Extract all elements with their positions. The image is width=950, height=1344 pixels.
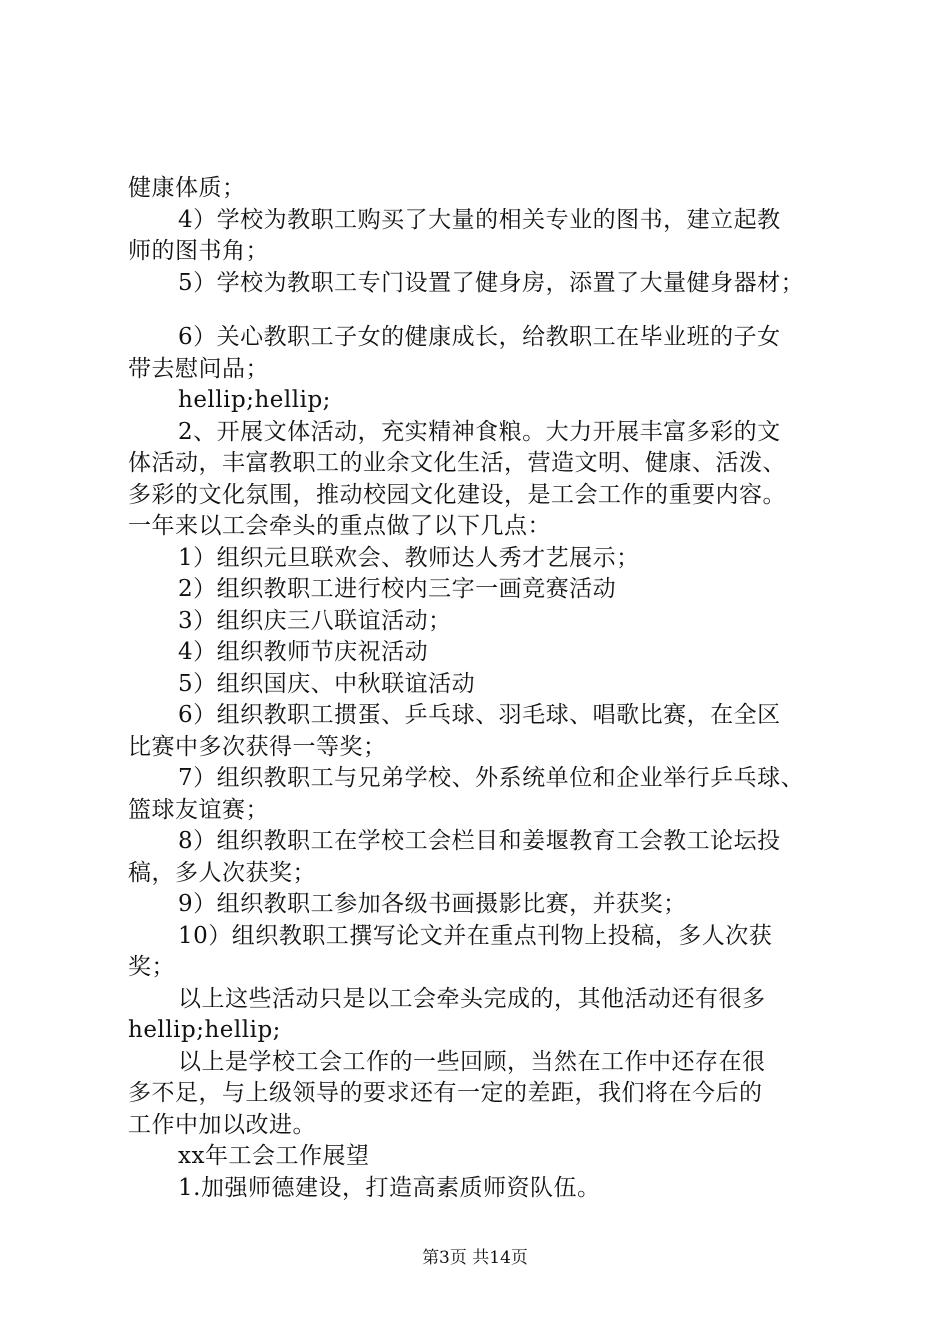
text-line: 稿，多人次获奖； bbox=[128, 859, 316, 886]
text-line: 5）学校为教职工专门设置了健身房，添置了大量健身器材； bbox=[178, 269, 805, 296]
text-line: 3）组织庆三八联谊活动； bbox=[178, 607, 452, 634]
text-line: 7）组织教职工与兄弟学校、外系统单位和企业举行乒乓球、 bbox=[178, 765, 805, 791]
text-line: 1）组织元旦联欢会、教师达人秀才艺展示； bbox=[178, 544, 640, 571]
text-line: 以上是学校工会工作的一些回顾，当然在工作中还存在很 bbox=[178, 1048, 766, 1075]
text-line: 工作中加以改进。 bbox=[128, 1111, 316, 1138]
text-line: hellip;hellip; bbox=[178, 387, 331, 413]
text-line: 2）组织教职工进行校内三字一画竞赛活动 bbox=[178, 576, 617, 602]
text-line: 一年来以工会牵头的重点做了以下几点： bbox=[128, 513, 551, 539]
text-line: 师的图书角； bbox=[128, 238, 269, 264]
page-footer: 第3页 共14页 bbox=[422, 1248, 528, 1268]
text-line: 6）组织教职工掼蛋、乒乓球、羽毛球、唱歌比赛，在全区 bbox=[178, 702, 781, 728]
text-line: 9）组织教职工参加各级书画摄影比赛，并获奖； bbox=[178, 891, 687, 917]
paragraph-gap bbox=[128, 299, 838, 322]
text-line: 体活动，丰富教职工的业余文化生活，营造文明、健康、活泼、 bbox=[128, 450, 786, 476]
document-body bbox=[128, 173, 838, 1204]
text-line: 8）组织教职工在学校工会栏目和姜堰教育工会教工论坛投 bbox=[178, 828, 781, 854]
text-line: 1.加强师德建设，打造高素质师资队伍。 bbox=[178, 1174, 601, 1201]
text-line: 4）学校为教职工购买了大量的相关专业的图书，建立起教 bbox=[178, 206, 781, 233]
text-line: xx年工会工作展望 bbox=[178, 1143, 370, 1169]
text-line: hellip;hellip; bbox=[128, 1017, 281, 1043]
text-line: 6）关心教职工子女的健康成长，给教职工在毕业班的子女 bbox=[178, 324, 781, 350]
text-line: 10）组织教职工撰写论文并在重点刊物上投稿，多人次获 bbox=[178, 922, 773, 949]
text-line: 篮球友谊赛； bbox=[128, 796, 269, 823]
text-line: 2、开展文体活动，充实精神食粮。大力开展丰富多彩的文 bbox=[178, 418, 781, 445]
text-line: 多彩的文化氛围，推动校园文化建设，是工会工作的重要内容。 bbox=[128, 481, 786, 508]
text-line: 带去慰问品； bbox=[128, 355, 269, 382]
text-line: 以上这些活动只是以工会牵头完成的，其他活动还有很多 bbox=[178, 985, 766, 1012]
text-line: 4）组织教师节庆祝活动 bbox=[178, 639, 429, 665]
text-line: 健康体质； bbox=[128, 175, 246, 201]
text-line: 5）组织国庆、中秋联谊活动 bbox=[178, 670, 476, 697]
text-line: 比赛中多次获得一等奖； bbox=[128, 733, 387, 760]
text-line: 多不足，与上级领导的要求还有一定的差距，我们将在今后的 bbox=[128, 1080, 763, 1106]
text-line: 奖； bbox=[128, 954, 175, 980]
